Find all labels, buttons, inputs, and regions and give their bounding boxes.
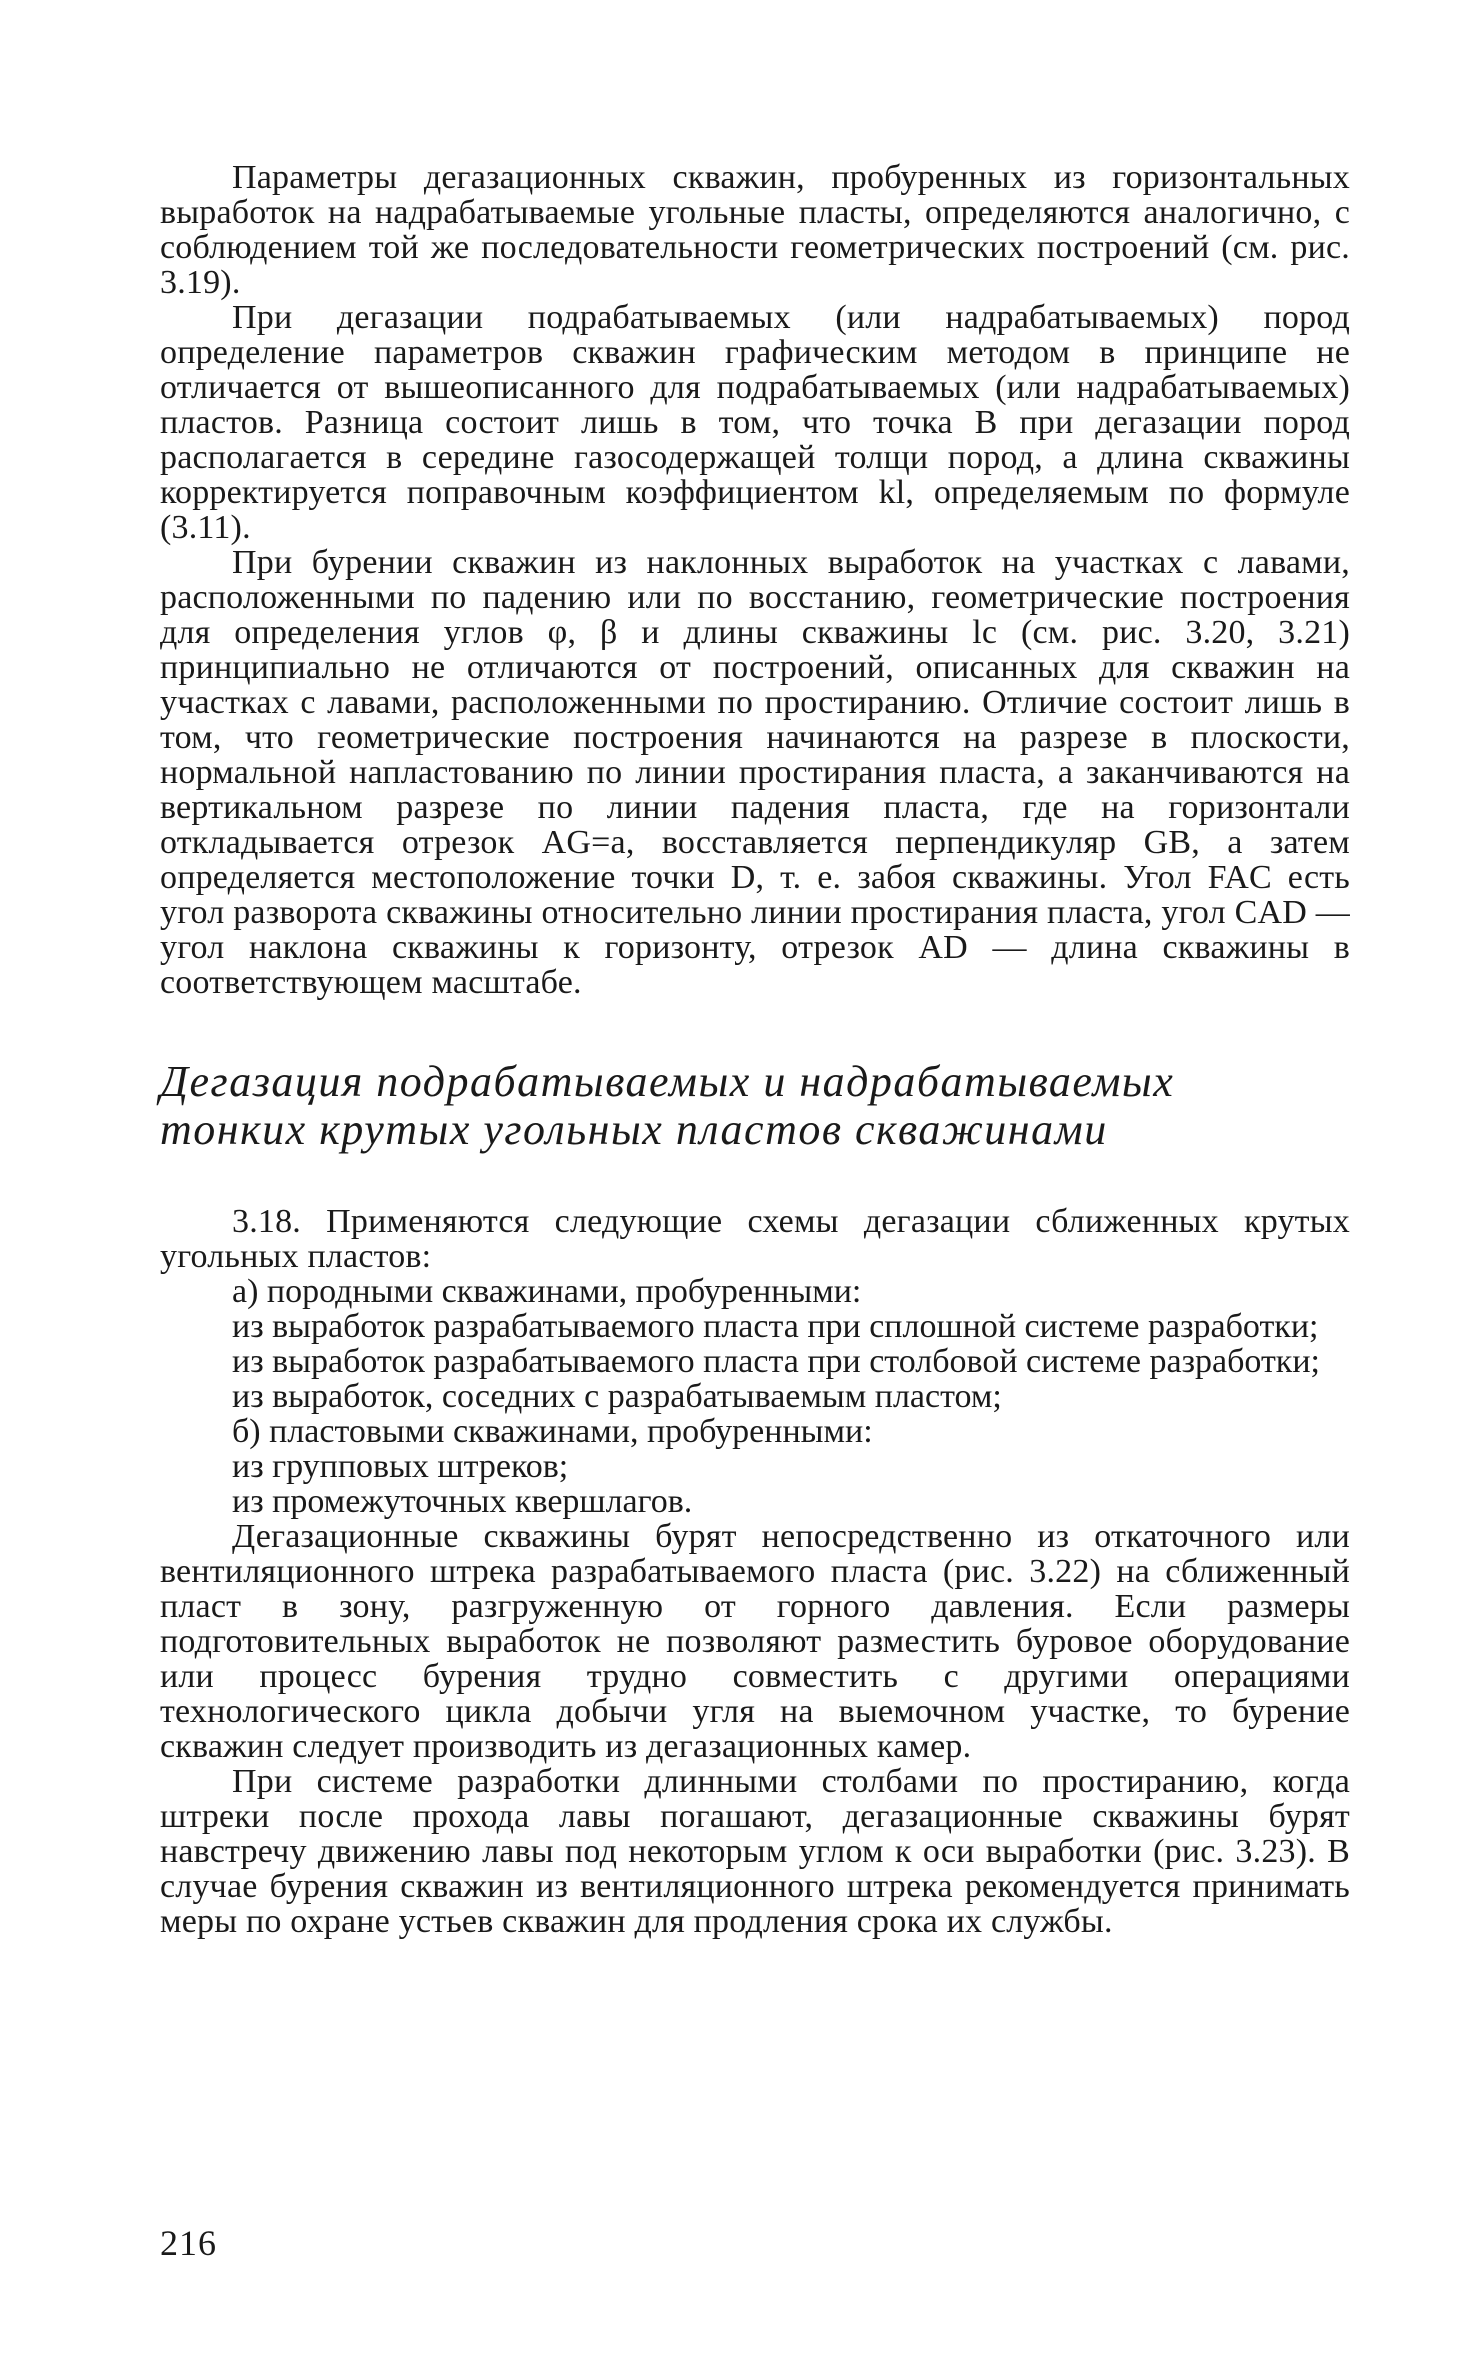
list-item: из промежуточных квершлагов. (232, 1483, 693, 1520)
list-item: б) пластовыми скважинами, пробуренными: (232, 1413, 873, 1450)
page-number: 216 (160, 2223, 217, 2263)
paragraph-2: При дегазации подрабатываемых (или надрабатываемых) пород определение параметров скважин графическим методом в принципе не отличается от вышеописанного для подрабатываемых (или надрабатываемых) пластов. Разница состоит лишь в том, что точка B при дегазации пород располагается в середине газосодержащей толщи пород, а длина скважины корректируется поправочным коэффициентом kl, определяемым по формуле (3.11). (160, 299, 1350, 546)
intro-paragraph: 3.18. Применяются следующие схемы дегазации сближенных крутых угольных пластов: (160, 1203, 1350, 1275)
list-item: из групповых штреков; (232, 1448, 569, 1485)
paragraph-5: При системе разработки длинными столбами по простиранию, когда штреки после прохода лавы погашают, дегазационные скважины бурят навстречу движению лавы под некоторым углом к оси выработки (рис. 3.23). В случае бурения скважин из вентиляционного штрека рекомендуется принимать меры по охране устьев скважин для продления срока их службы. (160, 1763, 1350, 1940)
page-body (160, 160, 1350, 1939)
paragraph-4: Дегазационные скважины бурят непосредственно из откаточного или вентиляционного штрека разрабатываемого пласта (рис. 3.22) на сближенный пласт в зону, разгруженную от горного давления. Если размеры подготовительных выработок не позволяют разместить буровое оборудование или процесс бурения трудно совместить с другими операциями технологического цикла добычи угля на выемочном участке, то бурение скважин следует производить из дегазационных камер. (160, 1518, 1350, 1765)
paragraph-1: Параметры дегазационных скважин, пробуренных из горизонтальных выработок на надрабатываемые угольные пласты, определяются аналогично, с соблюдением той же последовательности геометрических построений (см. рис. 3.19). (160, 159, 1350, 301)
list-item: из выработок разрабатываемого пласта при столбовой системе разработки; (232, 1343, 1320, 1380)
paragraph-3: При бурении скважин из наклонных выработок на участках с лавами, расположенными по падению или по восстанию, геометрические построения для определения углов φ, β и длины скважины lc (см. рис. 3.20, 3.21) принципиально не отличаются от построений, описанных для скважин на участках с лавами, расположенными по простиранию. Отличие состоит лишь в том, что геометрические построения начинаются на разрезе в плоскости, нормальной напластованию по линии простирания пласта, а заканчиваются на вертикальном разрезе по линии падения пласта, где на горизонтали откладывается отрезок AG=a, восставляется перпендикуляр GB, а затем определяется местоположение точки D, т. е. забоя скважины. Угол FAC есть угол разворота скважины относительно линии простирания пласта, угол CAD — угол наклона скважины к горизонту, отрезок AD — длина скважины в соответствующем масштабе. (160, 544, 1350, 1001)
section-heading-line-1: Дегазация подрабатываемых и надрабатываемых (160, 1057, 1175, 1106)
section-heading (160, 1058, 1350, 1154)
section-heading-line-2: тонких крутых угольных пластов скважинами (160, 1105, 1108, 1154)
list-item: а) породными скважинами, пробуренными: (232, 1273, 862, 1310)
list-item: из выработок, соседних с разрабатываемым пластом; (232, 1378, 1002, 1415)
list-item: из выработок разрабатываемого пласта при сплошной системе разработки; (232, 1308, 1319, 1345)
